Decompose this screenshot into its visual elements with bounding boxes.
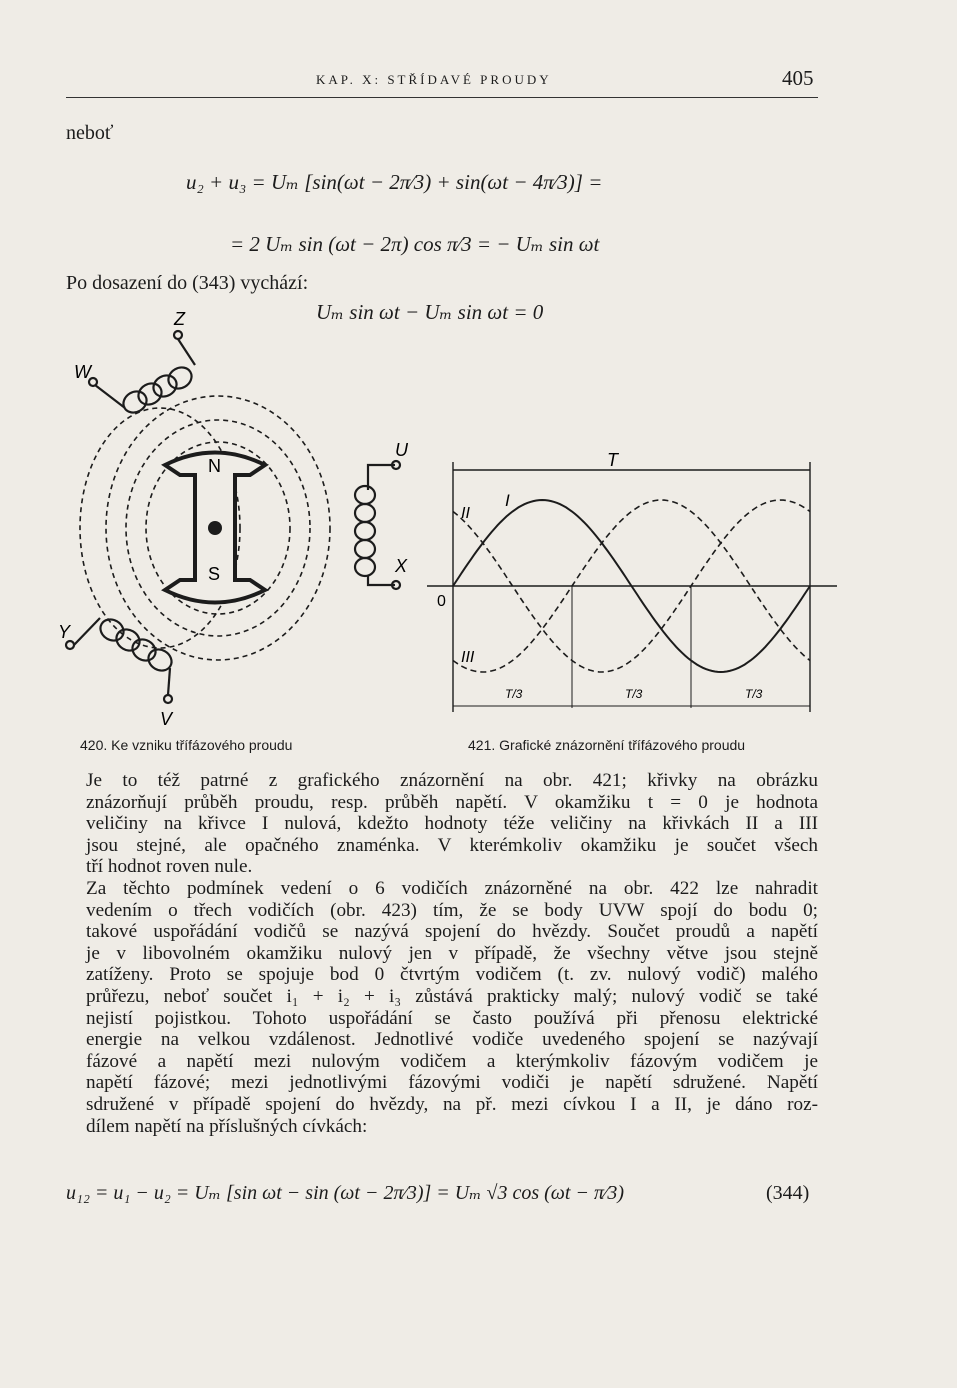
- label-third-1: T/3: [505, 687, 523, 701]
- p2-line: napětí fázové; mezi jednotlivými fázovými vodiči je napětí sdružené. Napětí: [86, 1072, 818, 1094]
- equation-2: = 2 Uₘ sin (ωt − 2π) cos π⁄3 = − Uₘ sin ωt: [230, 232, 600, 256]
- p2-line: je v libovolném okamžiku nulový jen v případě, že všechny větve jsou stejně: [86, 942, 818, 964]
- p1-line: Je to též patrné z grafického znázornění na obr. 421; křivky na obrázku: [86, 770, 818, 791]
- figure-421-chart: [425, 450, 840, 725]
- label-period: T: [607, 450, 618, 470]
- coil-yv: [66, 615, 175, 703]
- p2-line: nejistí pojistkou. Tohoto uspořádání se často používá při přenosu elektrické: [86, 1007, 818, 1029]
- p2-line: takové uspořádání vodičů se nazývá spojení do hvězdy. Součet proudů a napětí: [86, 921, 818, 943]
- label-x: X: [395, 556, 408, 576]
- paragraph-2: [66, 878, 818, 1137]
- label-n: N: [208, 456, 221, 476]
- label-y: Y: [58, 622, 71, 642]
- p2-line: sdružené v případě spojení do hvězdy, na př. mezi cívkou I a II, je dáno roz-: [86, 1093, 818, 1115]
- label-origin: 0: [437, 593, 446, 610]
- p2-line: průřezu, neboť součet i₁ + i₂ + i₃ zůstává prakticky malý; nulový vodič se také: [86, 985, 818, 1007]
- label-third-2: T/3: [625, 687, 643, 701]
- label-curve-III: III: [461, 649, 475, 666]
- p2-line: dílem napětí na příslušných cívkách:: [86, 1115, 368, 1137]
- p2-line: fázové a napětí mezi nulovým vodičem a kterýmkoliv fázovým vodičem je: [86, 1050, 818, 1072]
- equation-3: Uₘ sin ωt − Uₘ sin ωt = 0: [316, 300, 544, 324]
- p2-line: Za těchto podmínek vedení o 6 vodičích znázorněné na obr. 422 lze nahradit: [86, 877, 818, 899]
- label-s: S: [208, 564, 221, 584]
- header-rule: [66, 97, 818, 98]
- paragraph-1: [66, 770, 818, 878]
- label-z: Z: [174, 309, 185, 329]
- body-text: [66, 770, 818, 1137]
- p2-line: vedením o třech vodičích (obr. 423) tím, že se body UVW spojí do bodu 0;: [86, 899, 818, 921]
- running-header: KAP. X: STŘÍDAVÉ PROUDY: [316, 72, 552, 87]
- rotor-axis-dot: [208, 521, 222, 535]
- equation-344: u₁₂ = u₁ − u₂ = Uₘ [sin ωt − sin (ωt − 2π⁄3)] = Uₘ √3 cos (ωt − π⁄3): [66, 1182, 624, 1204]
- p1-line: tří hodnot roven nule.: [86, 856, 253, 878]
- figure-420-caption: 420. Ke vzniku třífázového proudu: [80, 737, 293, 753]
- label-third-3: T/3: [745, 687, 763, 701]
- coil-ux: [355, 461, 400, 589]
- label-u: U: [395, 440, 408, 460]
- p1-line: jsou stejné, ale opačného znaménka. V kterémkoliv okamžiku je součet všech: [86, 834, 818, 856]
- figure-420-diagram: [50, 300, 430, 730]
- intro-word: neboť: [66, 122, 114, 144]
- label-curve-II: II: [461, 505, 470, 522]
- equation-344-number: (344): [766, 1182, 810, 1204]
- p1-line: veličiny na křivce I nulová, kdežto hodnoty téže veličiny na křivkách II a III: [86, 813, 818, 835]
- p1-line: znázorňují průběh proudu, resp. průběh napětí. V okamžiku t = 0 je hodnota: [86, 791, 818, 813]
- p2-line: energie na velkou vzdálenost. Jednotlivé vodiče uvedeného spojení se nazývají: [86, 1029, 818, 1051]
- label-w: W: [74, 362, 91, 382]
- label-v: V: [160, 709, 173, 729]
- figure-421-caption: 421. Grafické znázornění třífázového proudu: [468, 737, 746, 753]
- equation-1: u₂ + u₃ = Uₘ [sin(ωt − 2π⁄3) + sin(ωt − 4π⁄3)] =: [186, 170, 603, 194]
- label-curve-I: I: [505, 491, 510, 510]
- page-number: 405: [782, 66, 814, 90]
- substitution-line: Po dosazení do (343) vychází:: [66, 272, 309, 294]
- p2-line: zatíženy. Proto se spojuje bod 0 čtvrtým vodičem (t. zv. nulový vodič) malého: [86, 964, 818, 986]
